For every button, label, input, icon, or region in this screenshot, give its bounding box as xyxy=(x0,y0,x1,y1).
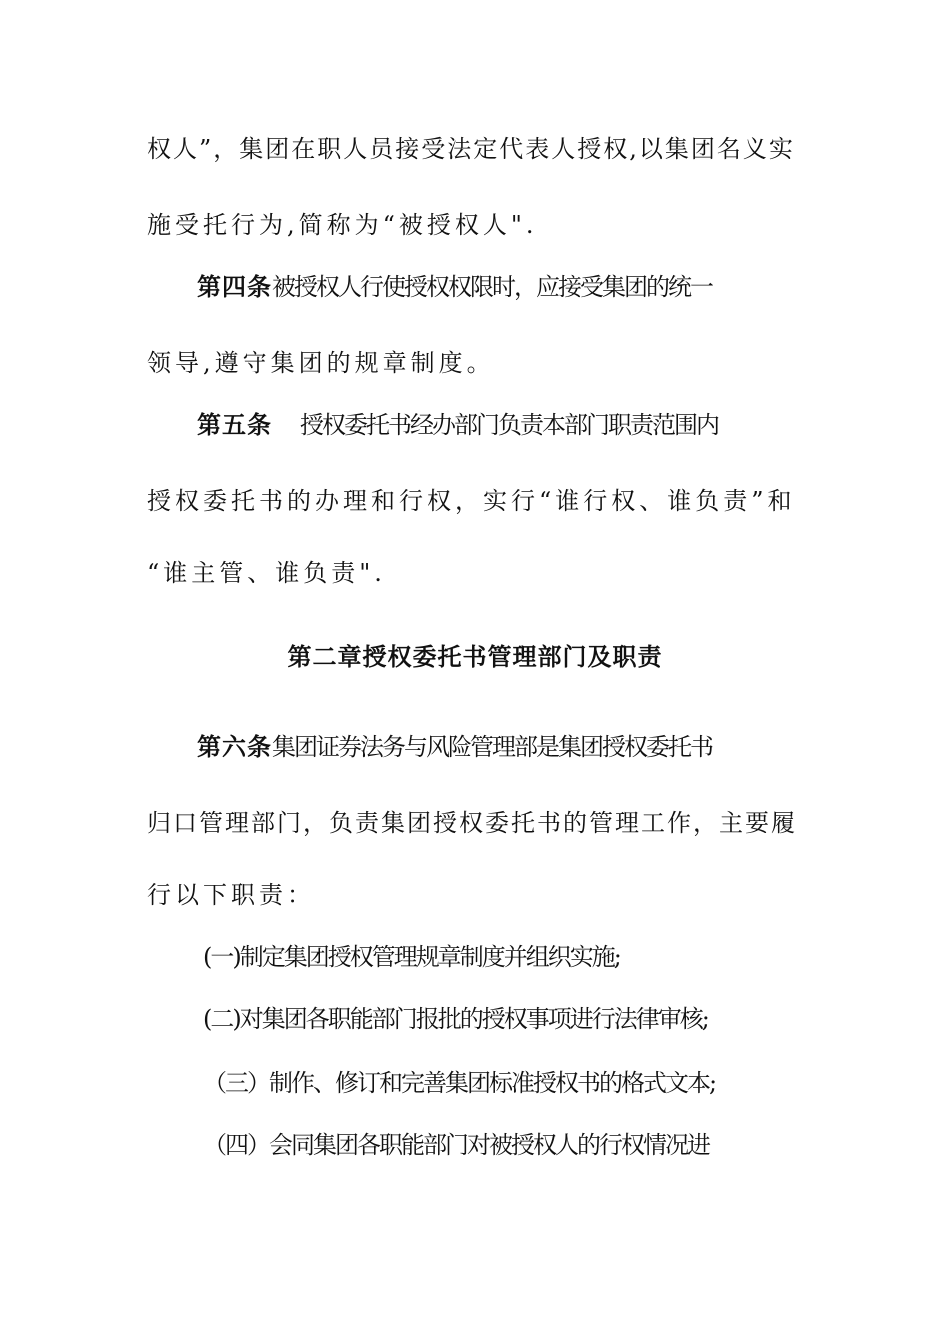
duty-item: （四）会同集团各职能部门对被授权人的行权情况进 xyxy=(203,1131,709,1159)
article-text: 被授权人行使授权权限时，应接受集团的统一 xyxy=(272,273,712,301)
duty-item: (一)制定集团授权管理规章制度并组织实施; xyxy=(203,943,620,971)
article-4 xyxy=(197,270,857,304)
article-text: 授权委托书经办部门负责本部门职责范围内 xyxy=(300,411,718,439)
duty-item: （三）制作、修订和完善集团标准授权书的格式文本; xyxy=(203,1069,716,1097)
paragraph-line: 授权委托书的办理和行权，实行“谁行权、谁负责”和 xyxy=(147,487,796,515)
article-label: 第六条 xyxy=(197,732,272,761)
paragraph-line: 领导,遵守集团的规章制度。 xyxy=(147,349,495,377)
article-text: 集团证券法务与风险管理部是集团授权委托书 xyxy=(272,733,712,761)
paragraph-line: 施受托行为,简称为“被授权人". xyxy=(147,211,538,239)
article-label: 第五条 xyxy=(197,410,272,439)
article-label: 第四条 xyxy=(197,272,272,301)
article-5 xyxy=(197,408,857,442)
article-6 xyxy=(197,730,857,764)
paragraph-line: 行以下职责： xyxy=(147,881,315,909)
paragraph-line: 权人”，集团在职人员接受法定代表人授权,以集团名义实 xyxy=(147,135,795,163)
paragraph-line: 归口管理部门，负责集团授权委托书的管理工作，主要履 xyxy=(147,809,797,837)
chapter-title: 第二章授权委托书管理部门及职责 xyxy=(287,642,663,671)
paragraph-line: “谁主管、谁负责". xyxy=(147,559,386,587)
duty-item: (二)对集团各职能部门报批的授权事项进行法律审核; xyxy=(203,1005,708,1033)
